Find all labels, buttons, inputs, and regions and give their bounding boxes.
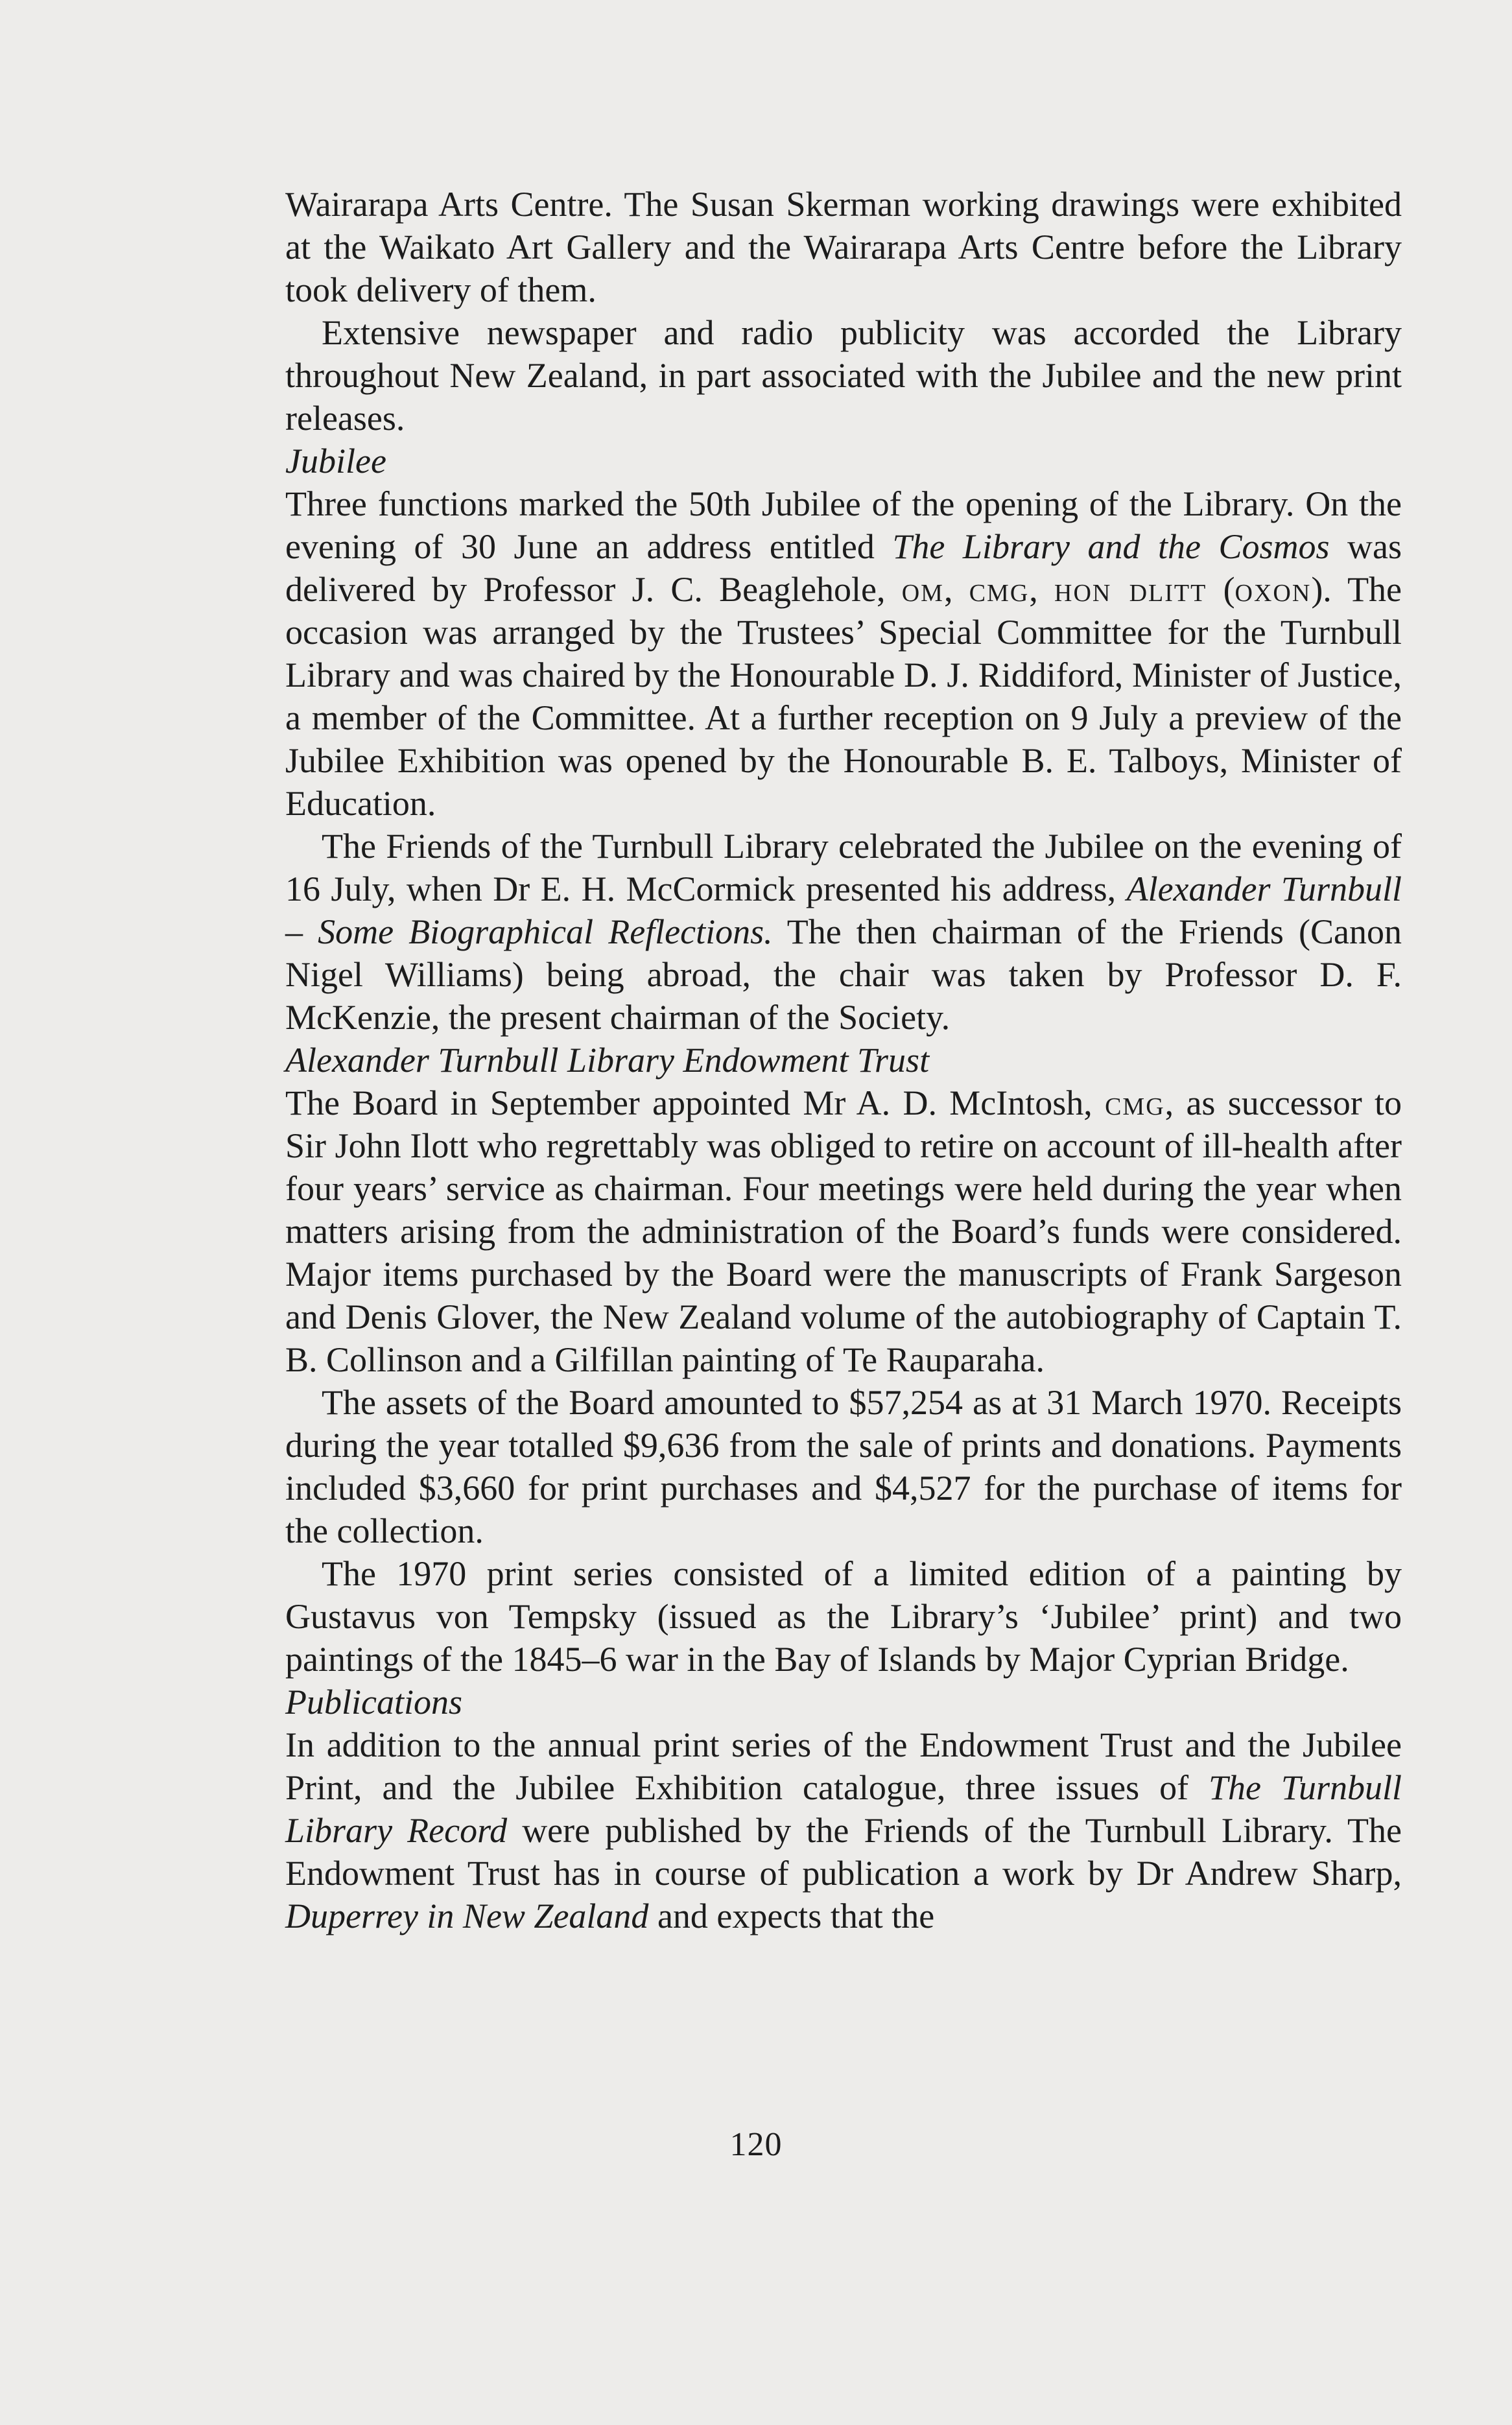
paragraph-publications: In addition to the annual print series of the Endowment Trust and the Jubilee Print, and the Jubilee Exhibition catalogue, three issues of The Turnbull Library Record were published by the Friends of the Turnbull Library. The Endowment Trust has in course of publication a work by Dr Andrew Sharp, Duperrey in New Zealand and expects that the	[285, 1725, 1402, 1935]
title-biographical-reflections: Alexander Turnbull – Some Biographical Reflections.	[285, 869, 1402, 951]
paragraph-friends-celebration: The Friends of the Turnbull Library celebrated the Jubilee on the evening of 16 July, when Dr E. H. McCormick presented his address, Alexander Turnbull – Some Biographical Reflections. The then chairman of the Friends (Canon Nigel Williams) being abroad, the chair was taken by Professor D. F. McKenzie, the present chairman of the Society.	[285, 827, 1402, 1037]
paragraph-print-series: The 1970 print series consisted of a limited edition of a painting by Gustavus von Tempsky (issued as the Library’s ‘Jubilee’ print) and two paintings of the 1845–6 war in the Bay of Islands by Major Cyprian Bridge.	[285, 1554, 1402, 1679]
heading-jubilee: Jubilee	[285, 442, 386, 480]
paragraph-board-appointment: The Board in September appointed Mr A. D. McIntosh, cmg, as successor to Sir John Ilott who regrettably was obliged to retire on account of ill-health after four years’ service as chairman. Four meetings were held during the year when matters arising from the administration of the Board’s funds were considered. Major items purchased by the Board were the manuscripts of Frank Sargeson and Denis Glover, the New Zealand volume of the autobiography of Captain T. B. Collinson and a Gilfillan painting of Te Rauparaha.	[285, 1083, 1402, 1379]
heading-endowment-trust: Alexander Turnbull Library Endowment Trust	[285, 1041, 930, 1080]
paragraph-jubilee-functions: Three functions marked the 50th Jubilee of the opening of the Library. On the evening of 30 June an address entitled The Library and the Cosmos was delivered by Professor J. C. Beaglehole, om, cmg, hon dlitt (oxon). The occasion was arranged by the Trustees’ Special Committee for the Turnbull Library and was chaired by the Honourable D. J. Riddiford, Minister of Justice, a member of the Committee. At a further reception on 9 July a preview of the Jubilee Exhibition was opened by the Honourable B. E. Talboys, Minister of Education.	[285, 484, 1402, 823]
page-number: 120	[729, 2126, 783, 2163]
heading-publications: Publications	[285, 1683, 462, 1721]
body-text	[285, 183, 1402, 1937]
title-library-and-cosmos: The Library and the Cosmos	[892, 527, 1330, 566]
paragraph-publicity: Extensive newspaper and radio publicity was accorded the Library throughout New Zealand, in part associated with the Jubilee and the new print releases.	[285, 313, 1402, 438]
paragraph-arts-centre: Wairarapa Arts Centre. The Susan Skerman working drawings were exhibited at the Waikato Art Gallery and the Wairarapa Arts Centre before the Library took delivery of them.	[285, 185, 1402, 309]
title-turnbull-library-record: The Turnbull Library Record	[285, 1768, 1402, 1850]
paragraph-board-assets: The assets of the Board amounted to $57,254 as at 31 March 1970. Receipts during the year totalled $9,636 from the sale of prints and donations. Payments included $3,660 for print purchases and $4,527 for the purchase of items for the collection.	[285, 1383, 1402, 1550]
title-duperrey: Duperrey in New Zealand	[285, 1897, 649, 1935]
